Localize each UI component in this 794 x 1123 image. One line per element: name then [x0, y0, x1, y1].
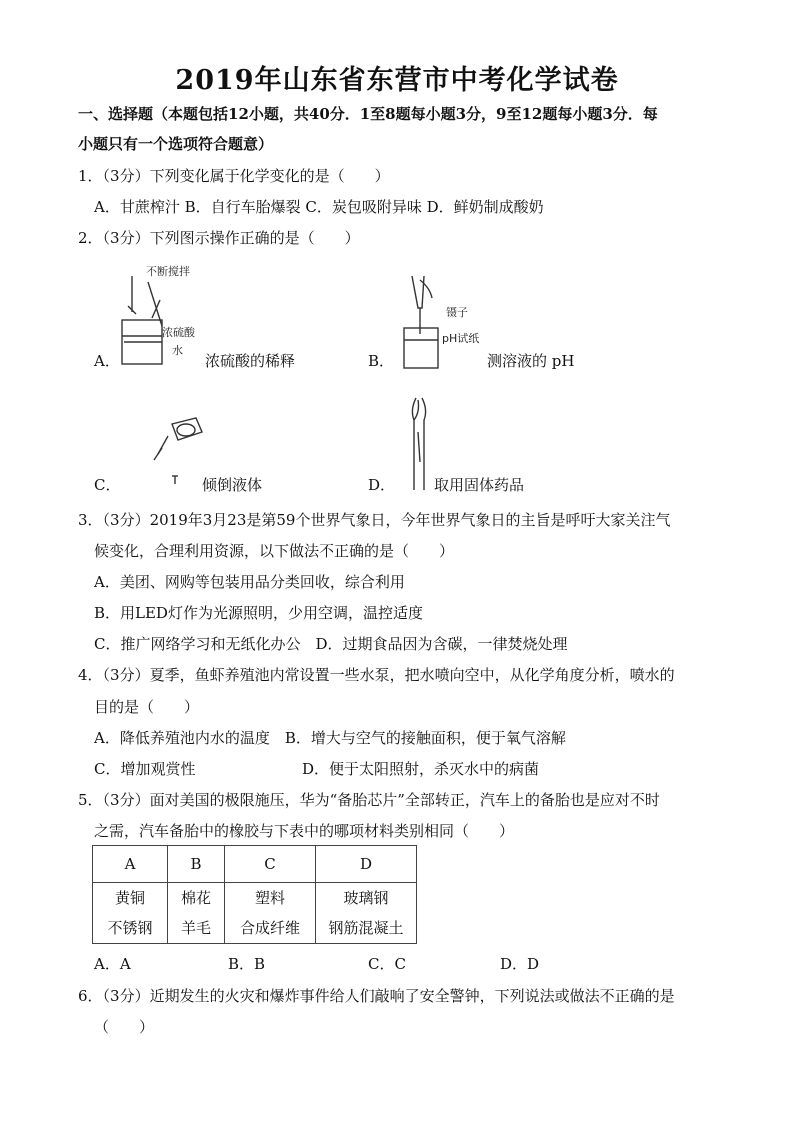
water-label: 水	[172, 344, 183, 357]
stir-label: 不断搅拌	[146, 265, 190, 278]
cell-line: 羊毛	[180, 919, 211, 937]
section-heading-line1: 一、选择题（本题包括12小题，共40分．1至8题每小题3分，9至12题每小题3分．每	[78, 105, 658, 123]
section-heading-line2: 小题只有一个选项符合题意）	[78, 135, 274, 153]
q2-option-d-letter: D．	[368, 476, 396, 494]
table-header-row	[93, 846, 417, 883]
q2-option-d-caption: 取用固体药品	[434, 476, 525, 494]
table-row	[93, 883, 417, 944]
q2-option-a-letter: A．	[94, 352, 120, 370]
question-6-stem-line2: （ ）	[94, 1018, 155, 1036]
table-cell	[225, 883, 316, 944]
question-2-stem: 2．（3分）下列图示操作正确的是（ ）	[78, 229, 360, 247]
question-5-answer-d: D．D	[500, 955, 540, 973]
question-4-option-c: C．增加观赏性	[94, 760, 196, 778]
cell-line: 棉花	[180, 889, 211, 907]
question-6-stem-line1: 6．（3分）近期发生的火灾和爆炸事件给人们敲响了安全警钟，下列说法或做法不正确的是	[78, 987, 675, 1005]
question-4-option-d: D．便于太阳照射，杀灭水中的病菌	[302, 760, 540, 778]
cell-line: 合成纤维	[239, 919, 300, 937]
q2-option-b-letter: B．	[368, 352, 395, 370]
question-4-stem-line1: 4．（3分）夏季，鱼虾养殖池内常设置一些水泵，把水喷向空中，从化学角度分析，喷水的	[78, 666, 675, 684]
q2-option-b-caption: 测溶液的 pH	[487, 352, 575, 370]
q2-option-c-letter: C．	[94, 476, 121, 494]
question-5-stem-line2: 之需，汽车备胎中的橡胶与下表中的哪项材料类别相同（ ）	[94, 822, 515, 840]
acid-label: 浓硫酸	[162, 326, 195, 339]
q2-option-a-caption: 浓硫酸的稀释	[205, 352, 296, 370]
question-1-stem: 1．（3分）下列变化属于化学变化的是（ ）	[78, 167, 390, 185]
dilution-figure	[110, 262, 200, 372]
materials-table	[92, 845, 417, 944]
table-cell	[93, 883, 168, 944]
question-3-stem-line2: 候变化，合理利用资源，以下做法不正确的是（ ）	[94, 542, 455, 560]
cell-line: 塑料	[254, 889, 285, 907]
question-3-option-b: B．用LED灯作为光源照明，少用空调，温控适度	[94, 604, 423, 622]
ph-paper-label: pH试纸	[442, 332, 480, 345]
ph-test-figure	[390, 268, 500, 372]
question-1-options: A．甘蔗榨汁 B．自行车胎爆裂 C．炭包吸附异味 D．鲜奶制成酸奶	[94, 198, 544, 216]
table-header-cell: C	[225, 846, 316, 883]
table-header-cell: A	[93, 846, 168, 883]
question-3-option-cd: C．推广网络学习和无纸化办公 D．过期食品因为含碳，一律焚烧处理	[94, 635, 568, 653]
tweezers-label: 镊子	[446, 306, 468, 319]
table-header-cell: B	[168, 846, 225, 883]
question-3-stem-line1: 3．（3分）2019年3月23是第59个世界气象日，今年世界气象日的主旨是呼吁大家关注气	[78, 511, 671, 529]
question-4-stem-line2: 目的是（ ）	[94, 698, 200, 716]
table-cell	[168, 883, 225, 944]
question-5-stem-line1: 5．（3分）面对美国的极限施压，华为“备胎芯片”全部转正，汽车上的备胎也是应对不时	[78, 791, 660, 809]
question-4-option-ab: A．降低养殖池内水的温度 B．增大与空气的接触面积，便于氧气溶解	[94, 729, 566, 747]
cell-line: 不锈钢	[107, 919, 153, 937]
pouring-figure	[140, 404, 210, 490]
page-title: 2019年山东省东营市中考化学试卷	[175, 65, 619, 96]
cell-line: 玻璃钢	[343, 889, 389, 907]
cell-line: 黄铜	[114, 889, 145, 907]
table-cell	[316, 883, 417, 944]
question-5-answer-b: B．B	[228, 955, 266, 973]
question-5-answer-c: C．C	[368, 955, 406, 973]
question-5-answer-a: A．A	[94, 955, 131, 973]
question-3-option-a: A．美团、网购等包装用品分类回收，综合利用	[94, 573, 405, 591]
q2-option-c-caption: 倾倒液体	[202, 476, 263, 494]
cell-line: 钢筋混凝土	[328, 919, 404, 937]
table-header-cell: D	[316, 846, 417, 883]
